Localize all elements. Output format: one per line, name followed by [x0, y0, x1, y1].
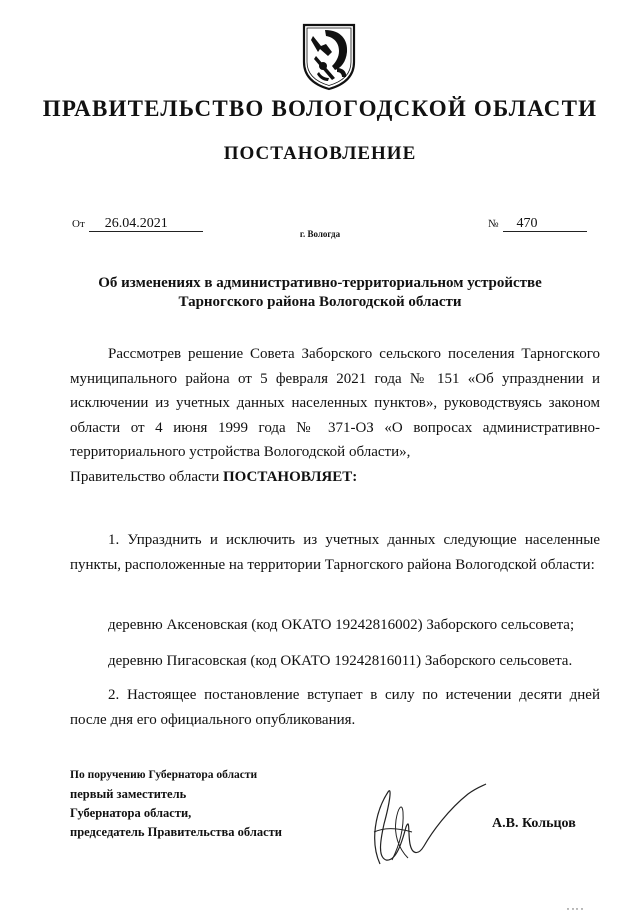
- village-2: [70, 649, 600, 674]
- signatory-block: [70, 766, 282, 842]
- coat-of-arms-icon: [301, 22, 357, 92]
- village-1: [70, 613, 600, 638]
- government-title: ПРАВИТЕЛЬСТВО ВОЛОГОДСКОЙ ОБЛАСТИ: [42, 96, 598, 121]
- village-2-text: деревню Пигасовская (код ОКАТО 19242816011) Заборского сельсовета.: [108, 653, 573, 669]
- signatory-line: По поручению Губернатора области: [70, 769, 258, 781]
- signatory-line: первый заместитель: [70, 787, 187, 801]
- item-1-text: 1. Упразднить и исключить из учетных данных следующие населенные пункты, расположенные на территории Тарногского района Вологодской области:: [70, 532, 600, 573]
- item-1: [70, 528, 600, 577]
- village-1-text: деревню Аксеновская (код ОКАТО 19242816002) Заборского сельсовета;: [108, 617, 575, 633]
- city: г. Вологда: [299, 229, 341, 239]
- preamble-text: Рассмотрев решение Совета Заборского сельского поселения Тарногского муниципального района от 5 февраля 2021 года № 151 «Об упразднении и исключении из учетных данных населенных пунктов», руководствуясь законом области от 4 июня 1999 года № 371-ОЗ «О вопросах административно-территориального устройства Вологодской области»,: [70, 346, 600, 460]
- document-type: ПОСТАНОВЛЕНИЕ: [223, 143, 417, 164]
- resolve-line: [70, 465, 600, 490]
- date-prefix: От: [72, 218, 85, 230]
- decree-date: 26.04.2021: [89, 217, 203, 232]
- preamble: [70, 342, 600, 489]
- item-2-text: 2. Настоящее постановление вступает в силу по истечении десяти дней после дня его официального опубликования.: [70, 687, 600, 728]
- signatory-line: председатель Правительства области: [70, 825, 282, 839]
- signatory-line: Губернатора области,: [70, 806, 192, 820]
- item-2: [70, 683, 600, 732]
- resolve-word: ПОСТАНОВЛЯЕТ:: [222, 468, 358, 485]
- number-prefix: №: [488, 218, 499, 230]
- signatory-name: А.В. Кольцов: [492, 816, 576, 831]
- decree-subject: [60, 274, 580, 312]
- scan-marks: [566, 898, 584, 902]
- subject-line: Тарногского района Вологодской области: [178, 294, 462, 310]
- resolve-prefix: Правительство области: [70, 468, 220, 485]
- decree-number: 470: [503, 217, 587, 232]
- subject-line: Об изменениях в административно-территориальном устройстве: [98, 275, 542, 291]
- handwritten-signature: [340, 772, 500, 872]
